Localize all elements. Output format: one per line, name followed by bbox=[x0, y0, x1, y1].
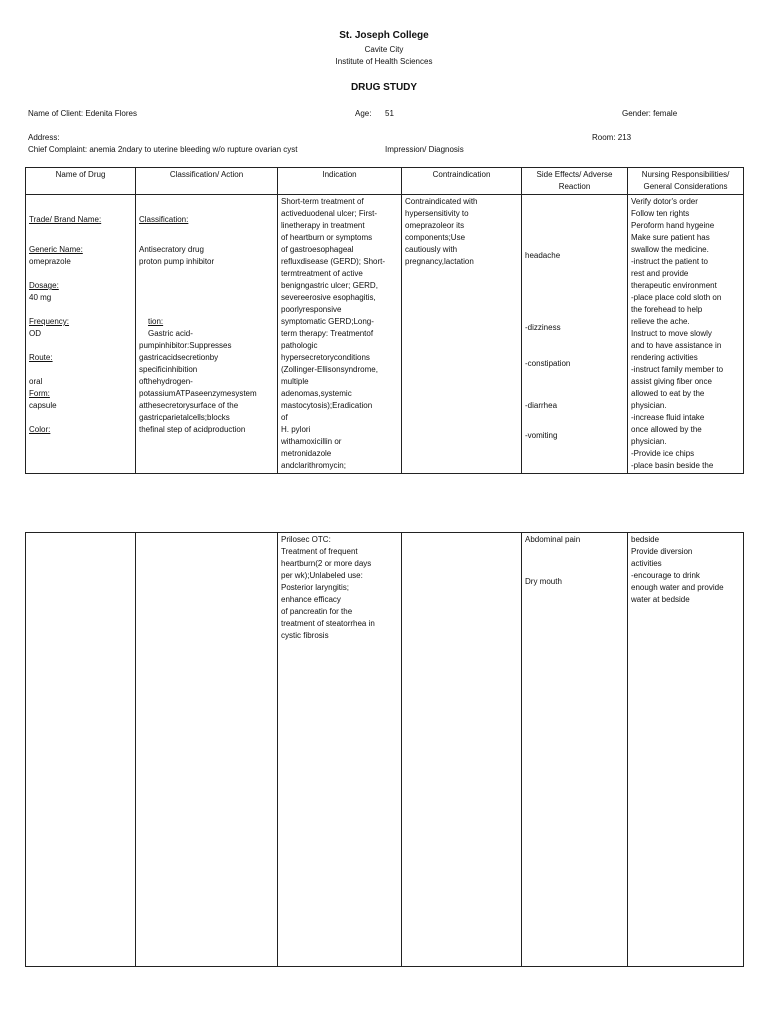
indication-line: adenomas,systemic bbox=[281, 389, 352, 398]
nursing-line: Verify dotor's order bbox=[631, 197, 698, 206]
indication-line: Prilosec OTC: bbox=[281, 535, 331, 544]
drug-name-cell bbox=[26, 195, 136, 474]
indication-line: pathologic bbox=[281, 341, 318, 350]
nursing-line: rest and provide bbox=[631, 269, 689, 278]
contraindication-line: components;Use bbox=[405, 233, 466, 242]
column-header: Side Effects/ Adverse Reaction bbox=[522, 168, 628, 195]
column-header: Nursing Responsibilities/ General Considerations bbox=[628, 168, 744, 195]
indication-line: andclarithromycin; bbox=[281, 461, 346, 470]
nursing-line: assist giving fiber once bbox=[631, 377, 712, 386]
age-value: 51 bbox=[385, 109, 394, 118]
contraindication-line: cautiously with bbox=[405, 245, 458, 254]
side-effects-cell bbox=[522, 533, 628, 967]
action-line: specificinhibition bbox=[139, 365, 198, 374]
column-header: Indication bbox=[278, 168, 402, 195]
college-city: Cavite City bbox=[364, 45, 404, 54]
nursing-line: rendering activities bbox=[631, 353, 698, 362]
indication-line: refluxdisease (GERD); Short- bbox=[281, 257, 386, 266]
indication-line: (Zollinger-Ellisonsyndrome, bbox=[281, 365, 378, 374]
indication-line: of pancreatin for the bbox=[281, 607, 353, 616]
nursing-line: -increase fluid intake bbox=[631, 413, 705, 422]
indication-cell bbox=[278, 533, 402, 967]
drug-study-table-continued bbox=[25, 532, 744, 967]
drug-name-cell bbox=[26, 533, 136, 967]
route-label: Route: bbox=[29, 353, 53, 362]
nursing-line: once allowed by the bbox=[631, 425, 702, 434]
classification-cell bbox=[136, 195, 278, 474]
address: Address: bbox=[28, 133, 60, 142]
indication-line: of gastroesophageal bbox=[281, 245, 354, 254]
nursing-cell bbox=[628, 533, 744, 967]
room: Room: 213 bbox=[592, 133, 632, 142]
generic-name-value: omeprazole bbox=[29, 257, 71, 266]
frequency-label: Frequency: bbox=[29, 317, 70, 326]
indication-line: severeerosive esophagitis, bbox=[281, 293, 376, 302]
client-name: Name of Client: Edenita Flores bbox=[28, 109, 137, 118]
nursing-line: enough water and provide bbox=[631, 583, 724, 592]
indication-line: benigngastric ulcer; GERD, bbox=[281, 281, 378, 290]
color-label: Color: bbox=[29, 425, 51, 434]
column-header: Classification/ Action bbox=[136, 168, 278, 195]
nursing-line: Make sure patient has bbox=[631, 233, 710, 242]
nursing-line: -instruct the patient to bbox=[631, 257, 708, 266]
dosage-value: 40 mg bbox=[29, 293, 52, 302]
classification-line: Antisecratory drug bbox=[139, 245, 204, 254]
contraindication-cell bbox=[402, 195, 522, 474]
indication-line: withamoxicillin or bbox=[281, 437, 342, 446]
nursing-line: activities bbox=[631, 559, 662, 568]
indication-line: multiple bbox=[281, 377, 309, 386]
nursing-line: therapeutic environment bbox=[631, 281, 717, 290]
indication-line: cystic fibrosis bbox=[281, 631, 329, 640]
nursing-line: allowed to eat by the bbox=[631, 389, 705, 398]
side-effect-item: Abdominal pain bbox=[525, 535, 581, 544]
side-effect-item: Dry mouth bbox=[525, 577, 562, 586]
action-line: ofthehydrogen- bbox=[139, 377, 193, 386]
classification-label: Classification: bbox=[139, 215, 189, 224]
drug-study-table bbox=[25, 167, 744, 474]
indication-line: hypersecretoryconditions bbox=[281, 353, 370, 362]
indication-cell bbox=[278, 195, 402, 474]
action-line: thefinal step of acidproduction bbox=[139, 425, 246, 434]
indication-line: termtreatment of active bbox=[281, 269, 363, 278]
nursing-line: bedside bbox=[631, 535, 660, 544]
generic-name-label: Generic Name: bbox=[29, 245, 83, 254]
college-name: St. Joseph College bbox=[339, 30, 429, 41]
indication-line: treatment of steatorrhea in bbox=[281, 619, 375, 628]
institute-name: Institute of Health Sciences bbox=[335, 57, 433, 66]
table-row bbox=[26, 533, 744, 967]
action-line: gastricacidsecretionby bbox=[139, 353, 219, 362]
contraindication-line: Contraindicated with bbox=[405, 197, 478, 206]
side-effect-item: -vomiting bbox=[525, 431, 558, 440]
action-line: atthesecretorysurface of the bbox=[139, 401, 239, 410]
indication-line: of bbox=[281, 413, 288, 422]
side-effect-item: -diarrhea bbox=[525, 401, 558, 410]
indication-line: mastocytosis);Eradication bbox=[281, 401, 373, 410]
indication-line: Treatment of frequent bbox=[281, 547, 358, 556]
document-title: DRUG STUDY bbox=[350, 82, 418, 93]
route-value: oral bbox=[29, 377, 43, 386]
indication-line: per wk);Unlabeled use: bbox=[281, 571, 363, 580]
nursing-line: physician. bbox=[631, 401, 667, 410]
nursing-line: Provide diversion bbox=[631, 547, 693, 556]
form-value: capsule bbox=[29, 401, 57, 410]
nursing-line: physician. bbox=[631, 437, 667, 446]
action-line: gastricparietalcells;blocks bbox=[139, 413, 230, 422]
action-line: potassiumATPaseenzymesystem bbox=[139, 389, 257, 398]
indication-line: heartburn(2 or more days bbox=[281, 559, 372, 568]
form-label: Form: bbox=[29, 389, 50, 398]
nursing-line: Instruct to move slowly bbox=[631, 329, 712, 338]
side-effect-item: headache bbox=[525, 251, 561, 260]
nursing-cell bbox=[628, 195, 744, 474]
indication-line: activeduodenal ulcer; First- bbox=[281, 209, 378, 218]
column-header: Contraindication bbox=[402, 168, 522, 195]
frequency-value: OD bbox=[29, 329, 41, 338]
indication-line: of heartburn or symptoms bbox=[281, 233, 373, 242]
nursing-line: -encourage to drink bbox=[631, 571, 700, 580]
side-effects-cell bbox=[522, 195, 628, 474]
classification-line: proton pump inhibitor bbox=[139, 257, 215, 266]
nursing-line: the forehead to help bbox=[631, 305, 703, 314]
indication-line: symptomatic GERD;Long- bbox=[281, 317, 374, 326]
gender: Gender: female bbox=[622, 109, 678, 118]
nursing-line: and to have assistance in bbox=[631, 341, 722, 350]
nursing-line: Peroform hand hygeine bbox=[631, 221, 715, 230]
indication-line: Short-term treatment of bbox=[281, 197, 364, 206]
column-header: Name of Drug bbox=[26, 168, 136, 195]
contraindication-line: pregnancy,lactation bbox=[405, 257, 474, 266]
table-header-row bbox=[26, 168, 744, 195]
nursing-line: -place basin beside the bbox=[631, 461, 714, 470]
indication-line: enhance efficacy bbox=[281, 595, 341, 604]
nursing-line: -instruct family member to bbox=[631, 365, 724, 374]
classification-cell bbox=[136, 533, 278, 967]
age-label: Age: bbox=[355, 109, 372, 118]
nursing-line: Follow ten rights bbox=[631, 209, 690, 218]
action-line: pumpinhibitor:Suppresses bbox=[139, 341, 232, 350]
nursing-line: -place place cold sloth on bbox=[631, 293, 722, 302]
impression-diagnosis: Impression/ Diagnosis bbox=[385, 145, 464, 154]
trade-name-label: Trade/ Brand Name: bbox=[29, 215, 102, 224]
side-effect-item: -constipation bbox=[525, 359, 571, 368]
dosage-label: Dosage: bbox=[29, 281, 59, 290]
chief-complaint: Chief Complaint: anemia 2ndary to uterine bleeding w/o rupture ovarian cyst bbox=[28, 145, 298, 154]
indication-line: term therapy: Treatmentof bbox=[281, 329, 374, 338]
side-effect-item: -dizziness bbox=[525, 323, 561, 332]
indication-line: linetherapy in treatment bbox=[281, 221, 365, 230]
action-line: Gastric acid- bbox=[148, 329, 193, 338]
nursing-line: swallow the medicine. bbox=[631, 245, 709, 254]
indication-line: Posterior laryngitis; bbox=[281, 583, 350, 592]
contraindication-line: hypersensitivity to bbox=[405, 209, 469, 218]
contraindication-line: omeprazoleor its bbox=[405, 221, 465, 230]
nursing-line: relieve the ache. bbox=[631, 317, 690, 326]
action-label: tion: bbox=[148, 317, 164, 326]
indication-line: poorlyresponsive bbox=[281, 305, 342, 314]
nursing-line: water at bedside bbox=[631, 595, 690, 604]
table-row bbox=[26, 195, 744, 474]
indication-line: H. pylori bbox=[281, 425, 311, 434]
contraindication-cell bbox=[402, 533, 522, 967]
indication-line: metronidazole bbox=[281, 449, 332, 458]
nursing-line: -Provide ice chips bbox=[631, 449, 695, 458]
